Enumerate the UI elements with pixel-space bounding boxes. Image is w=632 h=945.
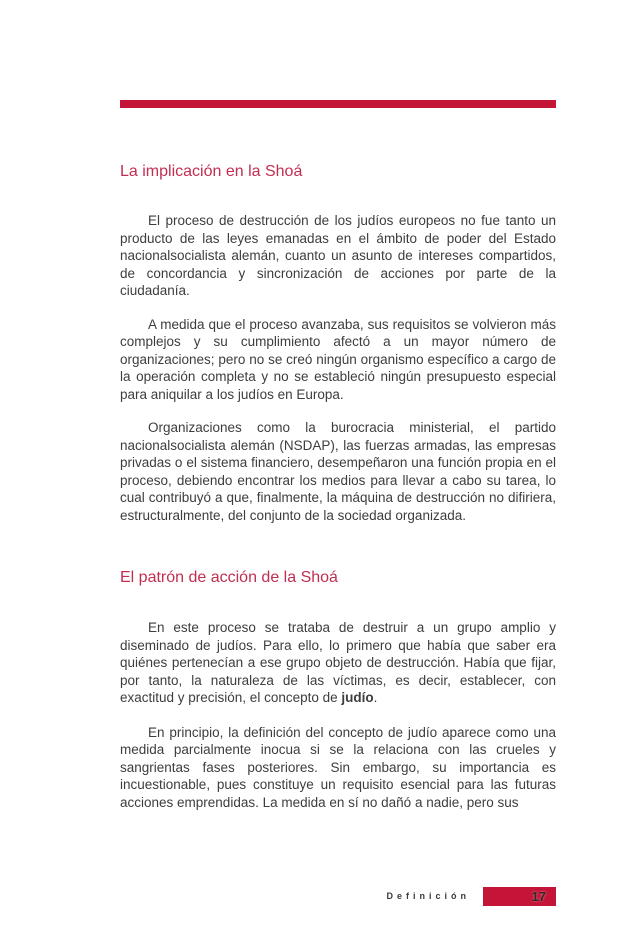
paragraph-with-bold-term bbox=[120, 619, 556, 707]
paragraph: A medida que el proceso avanzaba, sus requisitos se volvieron más complejos y su cumplimiento afectó a un mayor número de organizaciones; pero no se creó ningún organismo específico a cargo de la operación completa y no se estableció ningún presupuesto especial para aniquilar a los judíos en Europa. bbox=[120, 316, 556, 402]
top-accent-bar bbox=[120, 100, 556, 108]
section-heading-patron: El patrón de acción de la Shoá bbox=[120, 569, 338, 586]
paragraph-text-post: . bbox=[373, 690, 378, 705]
paragraph: En principio, la definición del concepto de judío aparece como una medida parcialmente inocua si se la relaciona con las crueles y sangrientas fases posteriores. Sin embargo, su importancia es incuestionable, pues constituye un requisito esencial para las futuras acciones emprendidas. La medida en sí no dañó a nadie, pero sus bbox=[120, 724, 556, 810]
page-number-box bbox=[483, 887, 556, 906]
page-content-column bbox=[120, 0, 556, 811]
section-heading-implicacion: La implicación en la Shoá bbox=[120, 163, 303, 180]
page-footer bbox=[120, 886, 556, 906]
bold-term-judio: judío bbox=[341, 690, 374, 705]
paragraph: El proceso de destrucción de los judíos europeos no fue tanto un producto de las leyes emanadas en el ámbito de poder del Estado nacionalsocialista alemán, cuanto un asunto de intereses compartidos, de concordancia y sincronización de acciones por parte de la ciudadanía. bbox=[120, 213, 556, 298]
paragraph-text-pre: En este proceso se trataba de destruir a un grupo amplio y diseminado de judíos. Para ello, lo primero que había que saber era quiénes pertenecían a ese grupo objeto de destrucción. Había que fijar, por tanto, la naturaleza de las víctimas, es decir, establecer, con exactitud y precisión, el concepto de bbox=[120, 620, 556, 705]
page-number: 17 bbox=[531, 888, 546, 904]
footer-section-label: Definición bbox=[386, 891, 470, 901]
paragraph: Organizaciones como la burocracia ministerial, el partido nacionalsocialista alemán (NSDAP), las fuerzas armadas, las empresas privadas o el sistema financiero, desempeñaron una función propia en el proceso, debiendo encontrar los medios para llevar a cabo su tarea, lo cual contribuyó a que, finalmente, la máquina de destrucción no difiriera, estructuralmente, del conjunto de la sociedad organizada. bbox=[120, 420, 556, 523]
